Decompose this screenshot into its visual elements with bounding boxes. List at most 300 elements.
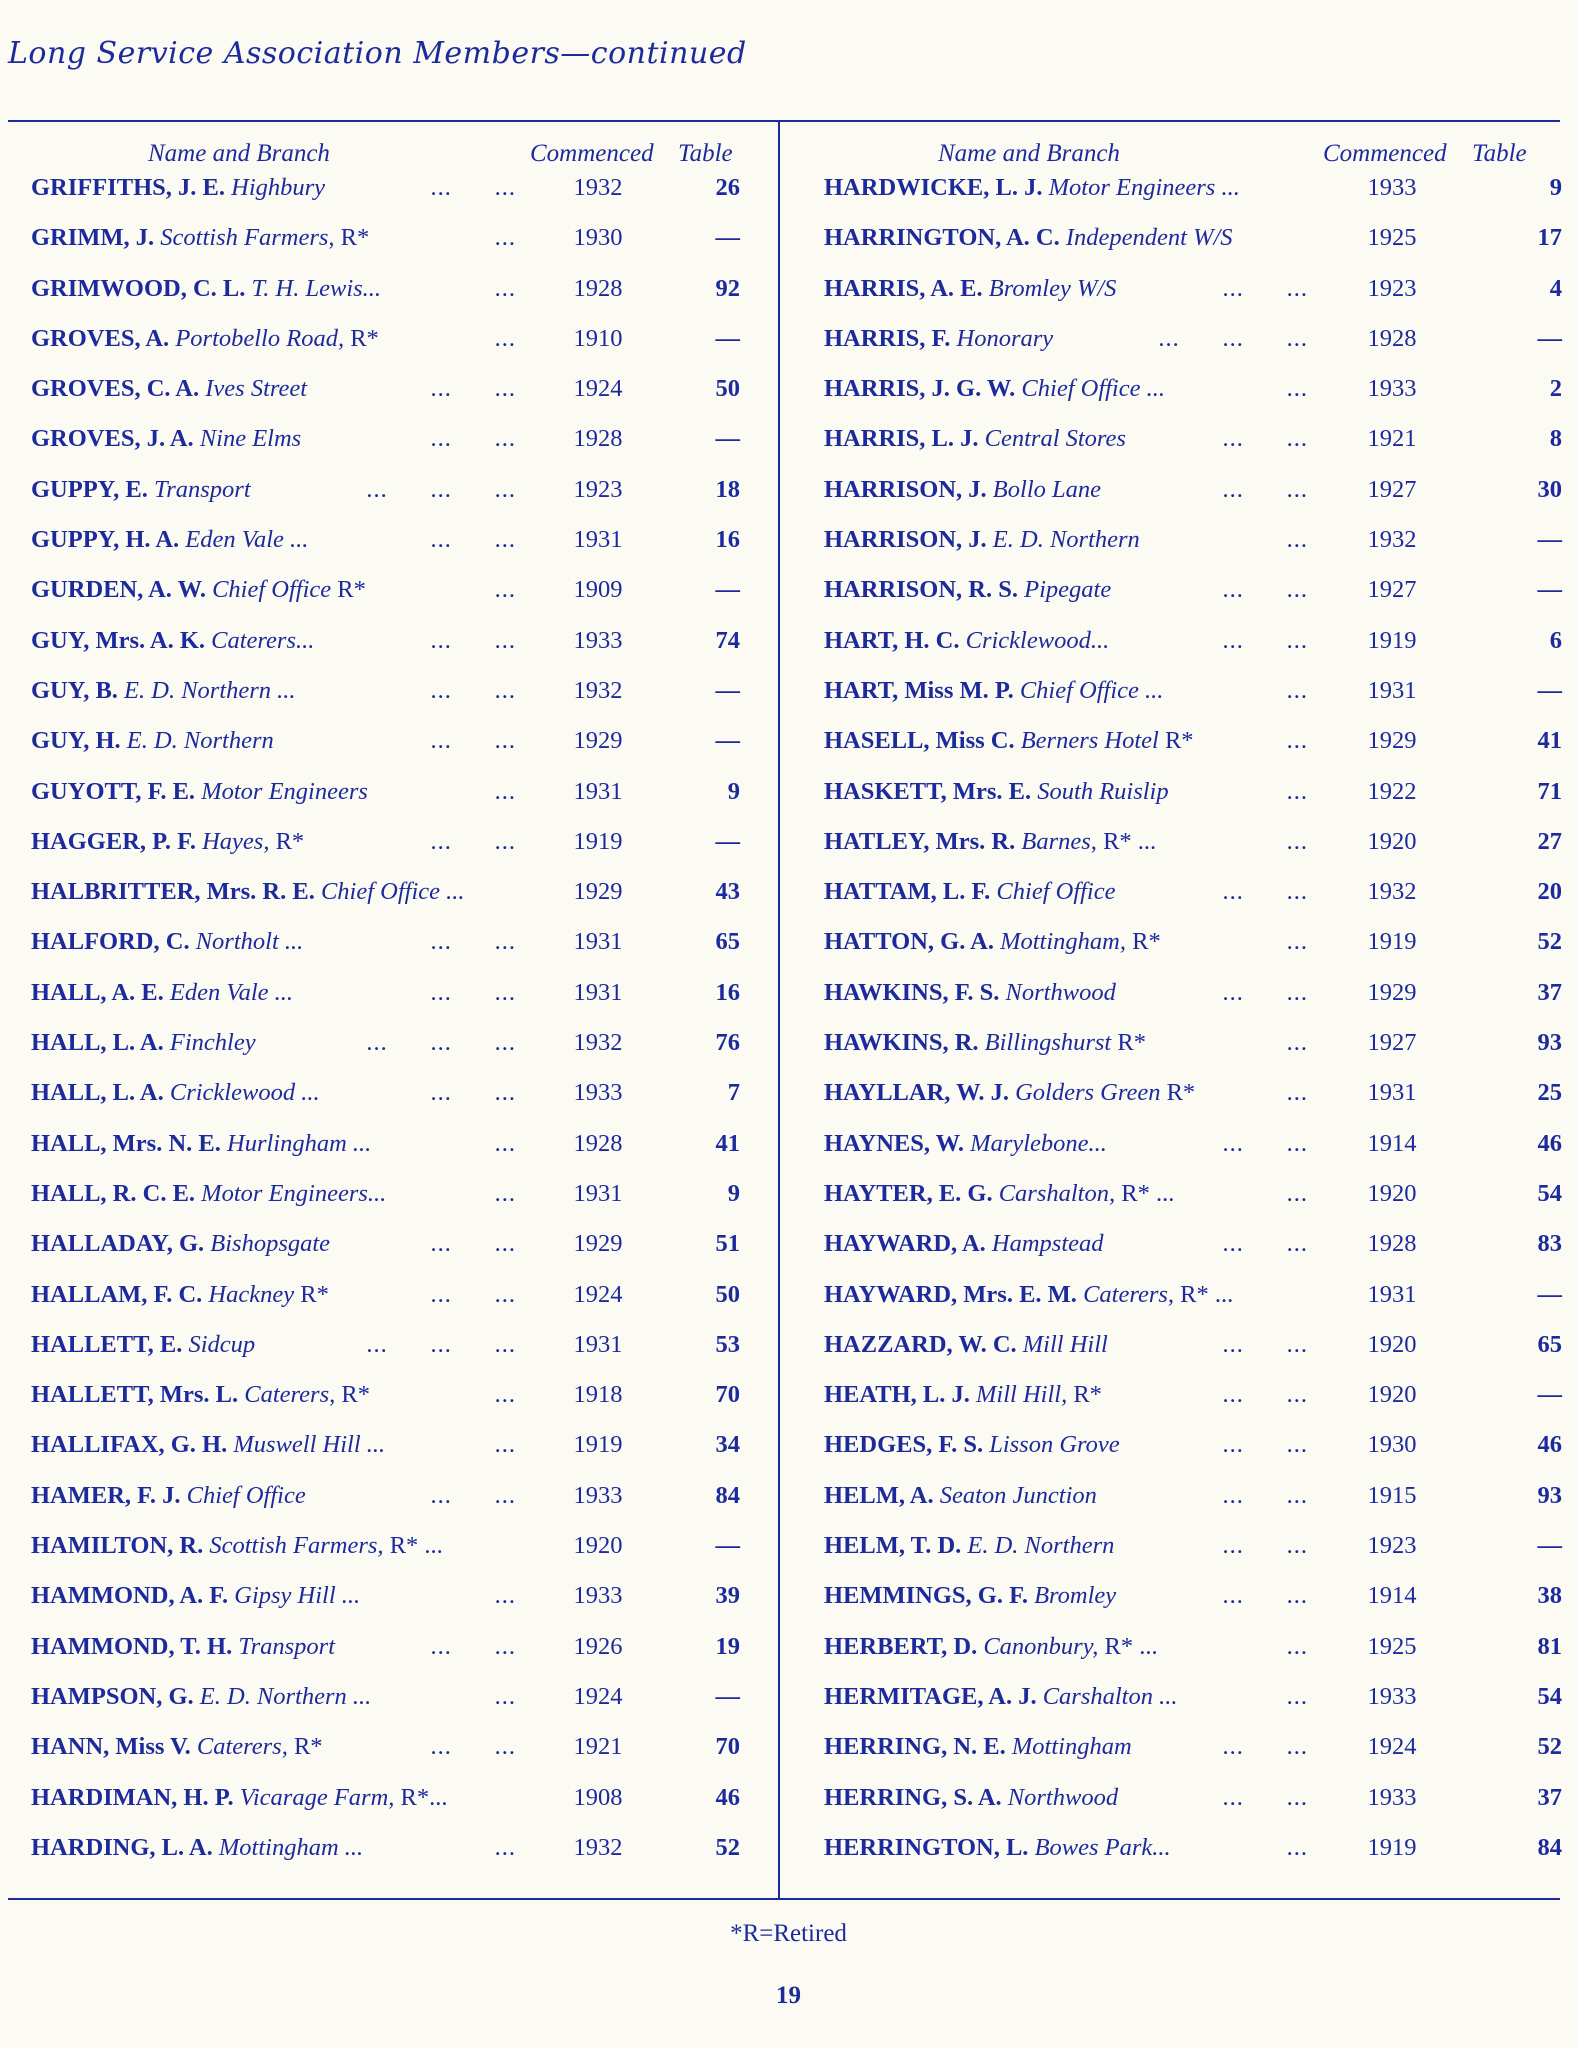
member-row (780, 325, 1570, 375)
commenced-year: 1933 (573, 626, 623, 654)
table-number: 37 (1537, 978, 1562, 1006)
leader-dots: ... ... (1222, 1431, 1308, 1459)
member-row (0, 1834, 778, 1884)
member-name: HAMILTON, R. (31, 1532, 204, 1560)
commenced-year: 1908 (573, 1783, 623, 1811)
member-name: HALLETT, Mrs. L. (31, 1381, 239, 1409)
member-name: HALL, L. A. (31, 1029, 164, 1057)
commenced-year: 1920 (1367, 1381, 1417, 1409)
member-branch: Chief Office (186, 1481, 306, 1509)
member-row (780, 275, 1570, 325)
member-branch: E. D. Northern (992, 526, 1140, 554)
member-row (0, 1029, 778, 1079)
member-name: HERRINGTON, L. (824, 1833, 1029, 1861)
page-title: Long Service Association Members—continued (8, 36, 747, 71)
member-name: GROVES, J. A. (31, 425, 194, 453)
member-name: GUPPY, H. A. (31, 526, 180, 554)
table-number: — (1537, 576, 1562, 604)
member-branch: Nine Elms (199, 425, 302, 453)
retired-mark: R* (1132, 928, 1161, 956)
member-name: HARDING, L. A. (31, 1833, 213, 1861)
table-number: 93 (1537, 1481, 1562, 1509)
left-header (0, 140, 778, 174)
leader-dots: ... ... (1222, 475, 1308, 503)
commenced-year: 1931 (1367, 1280, 1417, 1308)
member-entry (31, 1431, 385, 1459)
member-entry (824, 1532, 1114, 1560)
commenced-year: 1932 (573, 1029, 623, 1057)
commenced-year: 1924 (573, 1280, 623, 1308)
leader-dots: ... ... (430, 827, 516, 855)
header-table: Table (1472, 140, 1527, 167)
member-entry (31, 1331, 255, 1359)
leader-dots: ... ... (430, 676, 516, 704)
table-number: 9 (727, 777, 740, 805)
commenced-year: 1928 (573, 1129, 623, 1157)
member-name: HALL, Mrs. N. E. (31, 1129, 221, 1157)
commenced-year: 1918 (573, 1381, 623, 1409)
commenced-year: 1925 (1367, 1632, 1417, 1660)
commenced-year: 1932 (573, 676, 623, 704)
member-name: HAMMOND, A. F. (31, 1582, 229, 1610)
commenced-year: 1931 (1367, 676, 1417, 704)
member-entry (31, 1130, 371, 1158)
member-branch: Bowes Park... (1034, 1833, 1171, 1861)
member-branch: Northolt ... (195, 928, 304, 956)
header-commenced: Commenced (1323, 140, 1447, 167)
commenced-year: 1927 (1367, 475, 1417, 503)
table-number: 8 (1549, 425, 1562, 453)
member-entry (31, 928, 303, 956)
commenced-year: 1920 (573, 1532, 623, 1560)
leader-dots: ... (1286, 375, 1308, 403)
leader-dots: ... ... (1222, 1129, 1308, 1157)
leader-dots: ... (1286, 727, 1308, 755)
member-branch: Eden Vale ... (185, 526, 309, 554)
member-entry (31, 1079, 320, 1107)
leader-dots: ... (494, 1179, 516, 1207)
member-branch: Barnes, (1021, 827, 1097, 855)
member-branch: Chief Office ... (320, 878, 465, 906)
table-number: 65 (1537, 1330, 1562, 1358)
leader-dots: ... ... (430, 526, 516, 554)
member-row (0, 1582, 778, 1632)
member-name: HERRING, N. E. (824, 1733, 1006, 1761)
table-number: — (715, 324, 740, 352)
member-name: HERBERT, D. (824, 1632, 978, 1660)
member-branch: Mill Hill (1022, 1330, 1108, 1358)
member-entry (824, 1834, 1171, 1862)
commenced-year: 1933 (573, 1079, 623, 1107)
member-entry (31, 979, 293, 1007)
member-row (0, 878, 778, 928)
member-entry (31, 174, 325, 202)
member-branch: Canonbury, (983, 1632, 1099, 1660)
member-entry (824, 1733, 1132, 1761)
member-row (780, 627, 1570, 677)
member-entry (824, 224, 1233, 252)
member-entry (31, 275, 381, 303)
member-entry (31, 325, 379, 353)
member-entry (31, 1180, 386, 1208)
commenced-year: 1920 (1367, 827, 1417, 855)
member-branch: Northwood (1007, 1783, 1119, 1811)
member-entry (31, 1482, 306, 1510)
leader-dots: ... ... (1222, 978, 1308, 1006)
member-row (0, 174, 778, 224)
table-number: — (715, 827, 740, 855)
member-name: GUPPY, E. (31, 475, 148, 503)
member-name: HARDWICKE, L. J. (824, 174, 1043, 201)
member-row (0, 1733, 778, 1783)
table-number: 30 (1537, 475, 1562, 503)
commenced-year: 1931 (573, 978, 623, 1006)
leader-dots: ... ... (1222, 626, 1308, 654)
table-number: 54 (1537, 1179, 1562, 1207)
member-name: HARRIS, A. E. (824, 274, 983, 302)
member-branch: Highbury (231, 174, 326, 201)
member-row (780, 1633, 1570, 1683)
member-row (780, 1079, 1570, 1129)
member-entry (31, 878, 465, 906)
member-row (780, 828, 1570, 878)
retired-mark: R* (350, 324, 379, 352)
member-row (0, 275, 778, 325)
member-entry (31, 828, 304, 856)
table-number: — (715, 224, 740, 252)
commenced-year: 1928 (573, 274, 623, 302)
leader-dots: ... ... (1222, 425, 1308, 453)
member-entry (824, 1633, 1158, 1661)
left-member-list (0, 174, 778, 1884)
member-name: HALLIFAX, G. H. (31, 1431, 228, 1459)
member-branch: Lisson Grove (989, 1431, 1120, 1459)
member-row (780, 1029, 1570, 1079)
member-entry (31, 1733, 323, 1761)
leader-dots: ... (1286, 1632, 1308, 1660)
table-number: 74 (715, 626, 740, 654)
member-entry (824, 979, 1116, 1007)
commenced-year: 1919 (573, 827, 623, 855)
member-branch: Cricklewood... (965, 626, 1110, 654)
member-name: HART, Miss M. P. (824, 676, 1014, 704)
retired-mark: R* (1073, 1381, 1102, 1409)
table-number: 6 (1549, 626, 1562, 654)
leader-dots: ... ... (1222, 576, 1308, 604)
table-number: 50 (715, 375, 740, 403)
retired-mark: R* (1164, 727, 1194, 755)
table-number: 37 (1537, 1783, 1562, 1811)
member-row (0, 627, 778, 677)
member-branch: E. D. Northern (126, 727, 274, 755)
member-entry (824, 1029, 1146, 1057)
member-branch: Bishopsgate (210, 1230, 331, 1258)
table-number: 46 (715, 1783, 740, 1811)
retired-mark: R* (1166, 1079, 1196, 1107)
member-row (780, 1532, 1570, 1582)
table-number: 51 (715, 1230, 740, 1258)
member-branch: T. H. Lewis... (251, 274, 382, 302)
member-entry (824, 476, 1101, 504)
member-branch: Golders Green (1015, 1079, 1161, 1107)
commenced-year: 1927 (1367, 576, 1417, 604)
member-entry (824, 1431, 1120, 1459)
member-name: HAZZARD, W. C. (824, 1330, 1017, 1358)
right-column (780, 140, 1570, 1884)
member-branch: Caterers... (211, 626, 315, 654)
leader-dots: ... ... (430, 375, 516, 403)
table-number: 46 (1537, 1431, 1562, 1459)
retired-mark: R* ... (1103, 827, 1157, 855)
commenced-year: 1914 (1367, 1582, 1417, 1610)
leader-dots: ... (1286, 526, 1308, 554)
leader-dots: ... (1286, 928, 1308, 956)
table-number: 16 (715, 526, 740, 554)
leader-dots: ... ... (430, 174, 516, 201)
table-number: 70 (715, 1381, 740, 1409)
member-row (0, 476, 778, 526)
member-name: HARRIS, J. G. W. (824, 375, 1016, 403)
member-row (0, 425, 778, 475)
commenced-year: 1929 (573, 727, 623, 755)
member-row (780, 778, 1570, 828)
member-entry (824, 1079, 1195, 1107)
member-row (0, 1079, 778, 1129)
member-branch: Seaton Junction (939, 1481, 1097, 1509)
table-number: 46 (1537, 1129, 1562, 1157)
table-number: 27 (1537, 827, 1562, 855)
member-entry (824, 375, 1165, 403)
leader-dots: ... ... (1222, 1330, 1308, 1358)
table-number: — (715, 425, 740, 453)
member-name: HATLEY, Mrs. R. (824, 827, 1016, 855)
leader-dots: ... ... (430, 978, 516, 1006)
table-number: 43 (715, 878, 740, 906)
member-row (0, 576, 778, 626)
leader-dots: ... (1286, 1682, 1308, 1710)
leader-dots: ... ... (430, 928, 516, 956)
member-name: HAYWARD, Mrs. E. M. (824, 1280, 1077, 1308)
member-name: HAYWARD, A. (824, 1230, 986, 1258)
member-branch: Transport (153, 475, 251, 503)
member-branch: Carshalton, (998, 1179, 1116, 1207)
member-entry (824, 425, 1126, 453)
footnote: *R=Retired (730, 1920, 847, 1947)
member-entry (31, 476, 251, 504)
member-row (780, 174, 1570, 224)
member-name: HEATH, L. J. (824, 1381, 970, 1409)
leader-dots: ... (1286, 1833, 1308, 1861)
member-branch: South Ruislip (1037, 777, 1169, 805)
commenced-year: 1909 (573, 576, 623, 604)
member-row (780, 1130, 1570, 1180)
header-name-branch: Name and Branch (938, 140, 1120, 167)
right-member-list (780, 174, 1570, 1884)
commenced-year: 1931 (573, 1330, 623, 1358)
member-row (0, 979, 778, 1029)
member-branch: Motor Engineers (201, 777, 368, 805)
commenced-year: 1922 (1367, 777, 1417, 805)
retired-mark: R* (341, 1381, 370, 1409)
member-row (0, 325, 778, 375)
leader-dots: ... (1286, 777, 1308, 805)
member-name: GUY, H. (31, 727, 121, 755)
commenced-year: 1924 (573, 1682, 623, 1710)
member-entry (31, 1633, 335, 1661)
leader-dots: ... ... (430, 1230, 516, 1258)
member-row (780, 1431, 1570, 1481)
table-number: 93 (1537, 1029, 1562, 1057)
member-branch: Motor Engineers ... (1048, 174, 1240, 201)
commenced-year: 1915 (1367, 1481, 1417, 1509)
retired-mark: R* (293, 1733, 323, 1761)
member-name: HATTON, G. A. (824, 928, 994, 956)
table-number: 83 (1537, 1230, 1562, 1258)
commenced-year: 1910 (573, 324, 623, 352)
member-row (780, 1683, 1570, 1733)
member-branch: Mottingham (1011, 1733, 1132, 1761)
member-name: GROVES, C. A. (31, 375, 200, 403)
table-number: — (715, 576, 740, 604)
bottom-divider (8, 1898, 1560, 1900)
member-name: HALBRITTER, Mrs. R. E. (31, 878, 315, 906)
leader-dots: ... ... (1222, 1783, 1308, 1811)
member-entry (824, 677, 1163, 705)
member-branch: Chief Office (212, 576, 332, 604)
member-branch: Scottish Farmers, (160, 224, 335, 252)
member-name: HAMER, F. J. (31, 1481, 181, 1509)
member-row (0, 828, 778, 878)
member-branch: Caterers, (1083, 1280, 1175, 1308)
member-entry (31, 1784, 448, 1812)
member-branch: E. D. Northern ... (124, 676, 296, 704)
leader-dots: ... (1286, 1029, 1308, 1057)
table-number: 9 (727, 1179, 740, 1207)
member-row (780, 878, 1570, 928)
commenced-year: 1929 (573, 878, 623, 906)
member-entry (31, 727, 274, 755)
member-name: HEDGES, F. S. (824, 1431, 984, 1459)
member-entry (824, 526, 1140, 554)
commenced-year: 1931 (573, 928, 623, 956)
leader-dots: ... ... (1222, 1381, 1308, 1409)
member-row (0, 526, 778, 576)
retired-mark: R* (300, 1280, 329, 1308)
leader-dots: ... ... (430, 1079, 516, 1107)
member-entry (31, 1029, 256, 1057)
member-entry (31, 778, 368, 806)
member-name: GRIMM, J. (31, 224, 155, 252)
leader-dots: ... (494, 324, 516, 352)
commenced-year: 1923 (573, 475, 623, 503)
member-branch: Portobello Road, (175, 324, 345, 352)
retired-mark: R* ... (389, 1532, 443, 1560)
member-name: HANN, Miss V. (31, 1733, 191, 1761)
table-number: — (715, 676, 740, 704)
table-number: 20 (1537, 878, 1562, 906)
table-number: 71 (1537, 777, 1562, 805)
member-name: HALL, A. E. (31, 978, 164, 1006)
member-row (780, 979, 1570, 1029)
commenced-year: 1932 (1367, 526, 1417, 554)
commenced-year: 1921 (573, 1733, 623, 1761)
commenced-year: 1923 (1367, 1532, 1417, 1560)
leader-dots: ... ... (430, 626, 516, 654)
table-number: 52 (1537, 928, 1562, 956)
commenced-year: 1929 (1367, 978, 1417, 1006)
member-row (780, 224, 1570, 274)
member-entry (824, 576, 1111, 604)
member-entry (31, 1281, 329, 1309)
member-name: HAGGER, P. F. (31, 827, 196, 855)
member-branch: E. D. Northern (967, 1532, 1115, 1560)
leader-dots: ... ... (1222, 1582, 1308, 1610)
commenced-year: 1925 (1367, 224, 1417, 252)
member-row (0, 1130, 778, 1180)
member-name: GRIFFITHS, J. E. (31, 174, 225, 201)
table-number: — (1537, 1280, 1562, 1308)
member-entry (824, 627, 1109, 655)
leader-dots: ... (494, 1129, 516, 1157)
right-header (780, 140, 1570, 174)
table-number: 34 (715, 1431, 740, 1459)
table-number: 4 (1549, 274, 1562, 302)
member-row (780, 677, 1570, 727)
table-number: 70 (715, 1733, 740, 1761)
member-name: HAMPSON, G. (31, 1682, 194, 1710)
table-number: 25 (1537, 1079, 1562, 1107)
table-number: 9 (1549, 174, 1562, 201)
commenced-year: 1931 (1367, 1079, 1417, 1107)
member-branch: Caterers, (244, 1381, 336, 1409)
leader-dots: ... (494, 1431, 516, 1459)
table-number: 54 (1537, 1682, 1562, 1710)
member-name: HARRIS, L. J. (824, 425, 979, 453)
member-name: GROVES, A. (31, 324, 170, 352)
header-commenced: Commenced (530, 140, 654, 167)
member-branch: Hurlingham ... (227, 1129, 372, 1157)
member-entry (31, 1683, 371, 1711)
leader-dots: ... (1286, 676, 1308, 704)
table-number: — (1537, 324, 1562, 352)
left-column (0, 140, 778, 1884)
member-row (780, 1733, 1570, 1783)
commenced-year: 1933 (1367, 1682, 1417, 1710)
member-row (0, 1784, 778, 1834)
commenced-year: 1919 (1367, 626, 1417, 654)
table-number: 76 (715, 1029, 740, 1057)
commenced-year: 1928 (1367, 1230, 1417, 1258)
member-branch: Vicarage Farm, (239, 1783, 395, 1811)
member-entry (31, 224, 369, 252)
member-entry (824, 1582, 1116, 1610)
table-number: — (1537, 526, 1562, 554)
commenced-year: 1930 (1367, 1431, 1417, 1459)
commenced-year: 1919 (1367, 1833, 1417, 1861)
top-divider (8, 120, 1560, 122)
member-entry (824, 1130, 1107, 1158)
member-entry (31, 375, 307, 403)
member-branch: Gipsy Hill ... (234, 1582, 361, 1610)
member-branch: Billingshurst (984, 1029, 1112, 1057)
commenced-year: 1919 (1367, 928, 1417, 956)
table-number: 38 (1537, 1582, 1562, 1610)
member-row (780, 1834, 1570, 1884)
member-row (0, 1180, 778, 1230)
member-name: HALL, L. A. (31, 1079, 164, 1107)
member-entry (824, 1683, 1178, 1711)
member-name: HERRING, S. A. (824, 1783, 1002, 1811)
